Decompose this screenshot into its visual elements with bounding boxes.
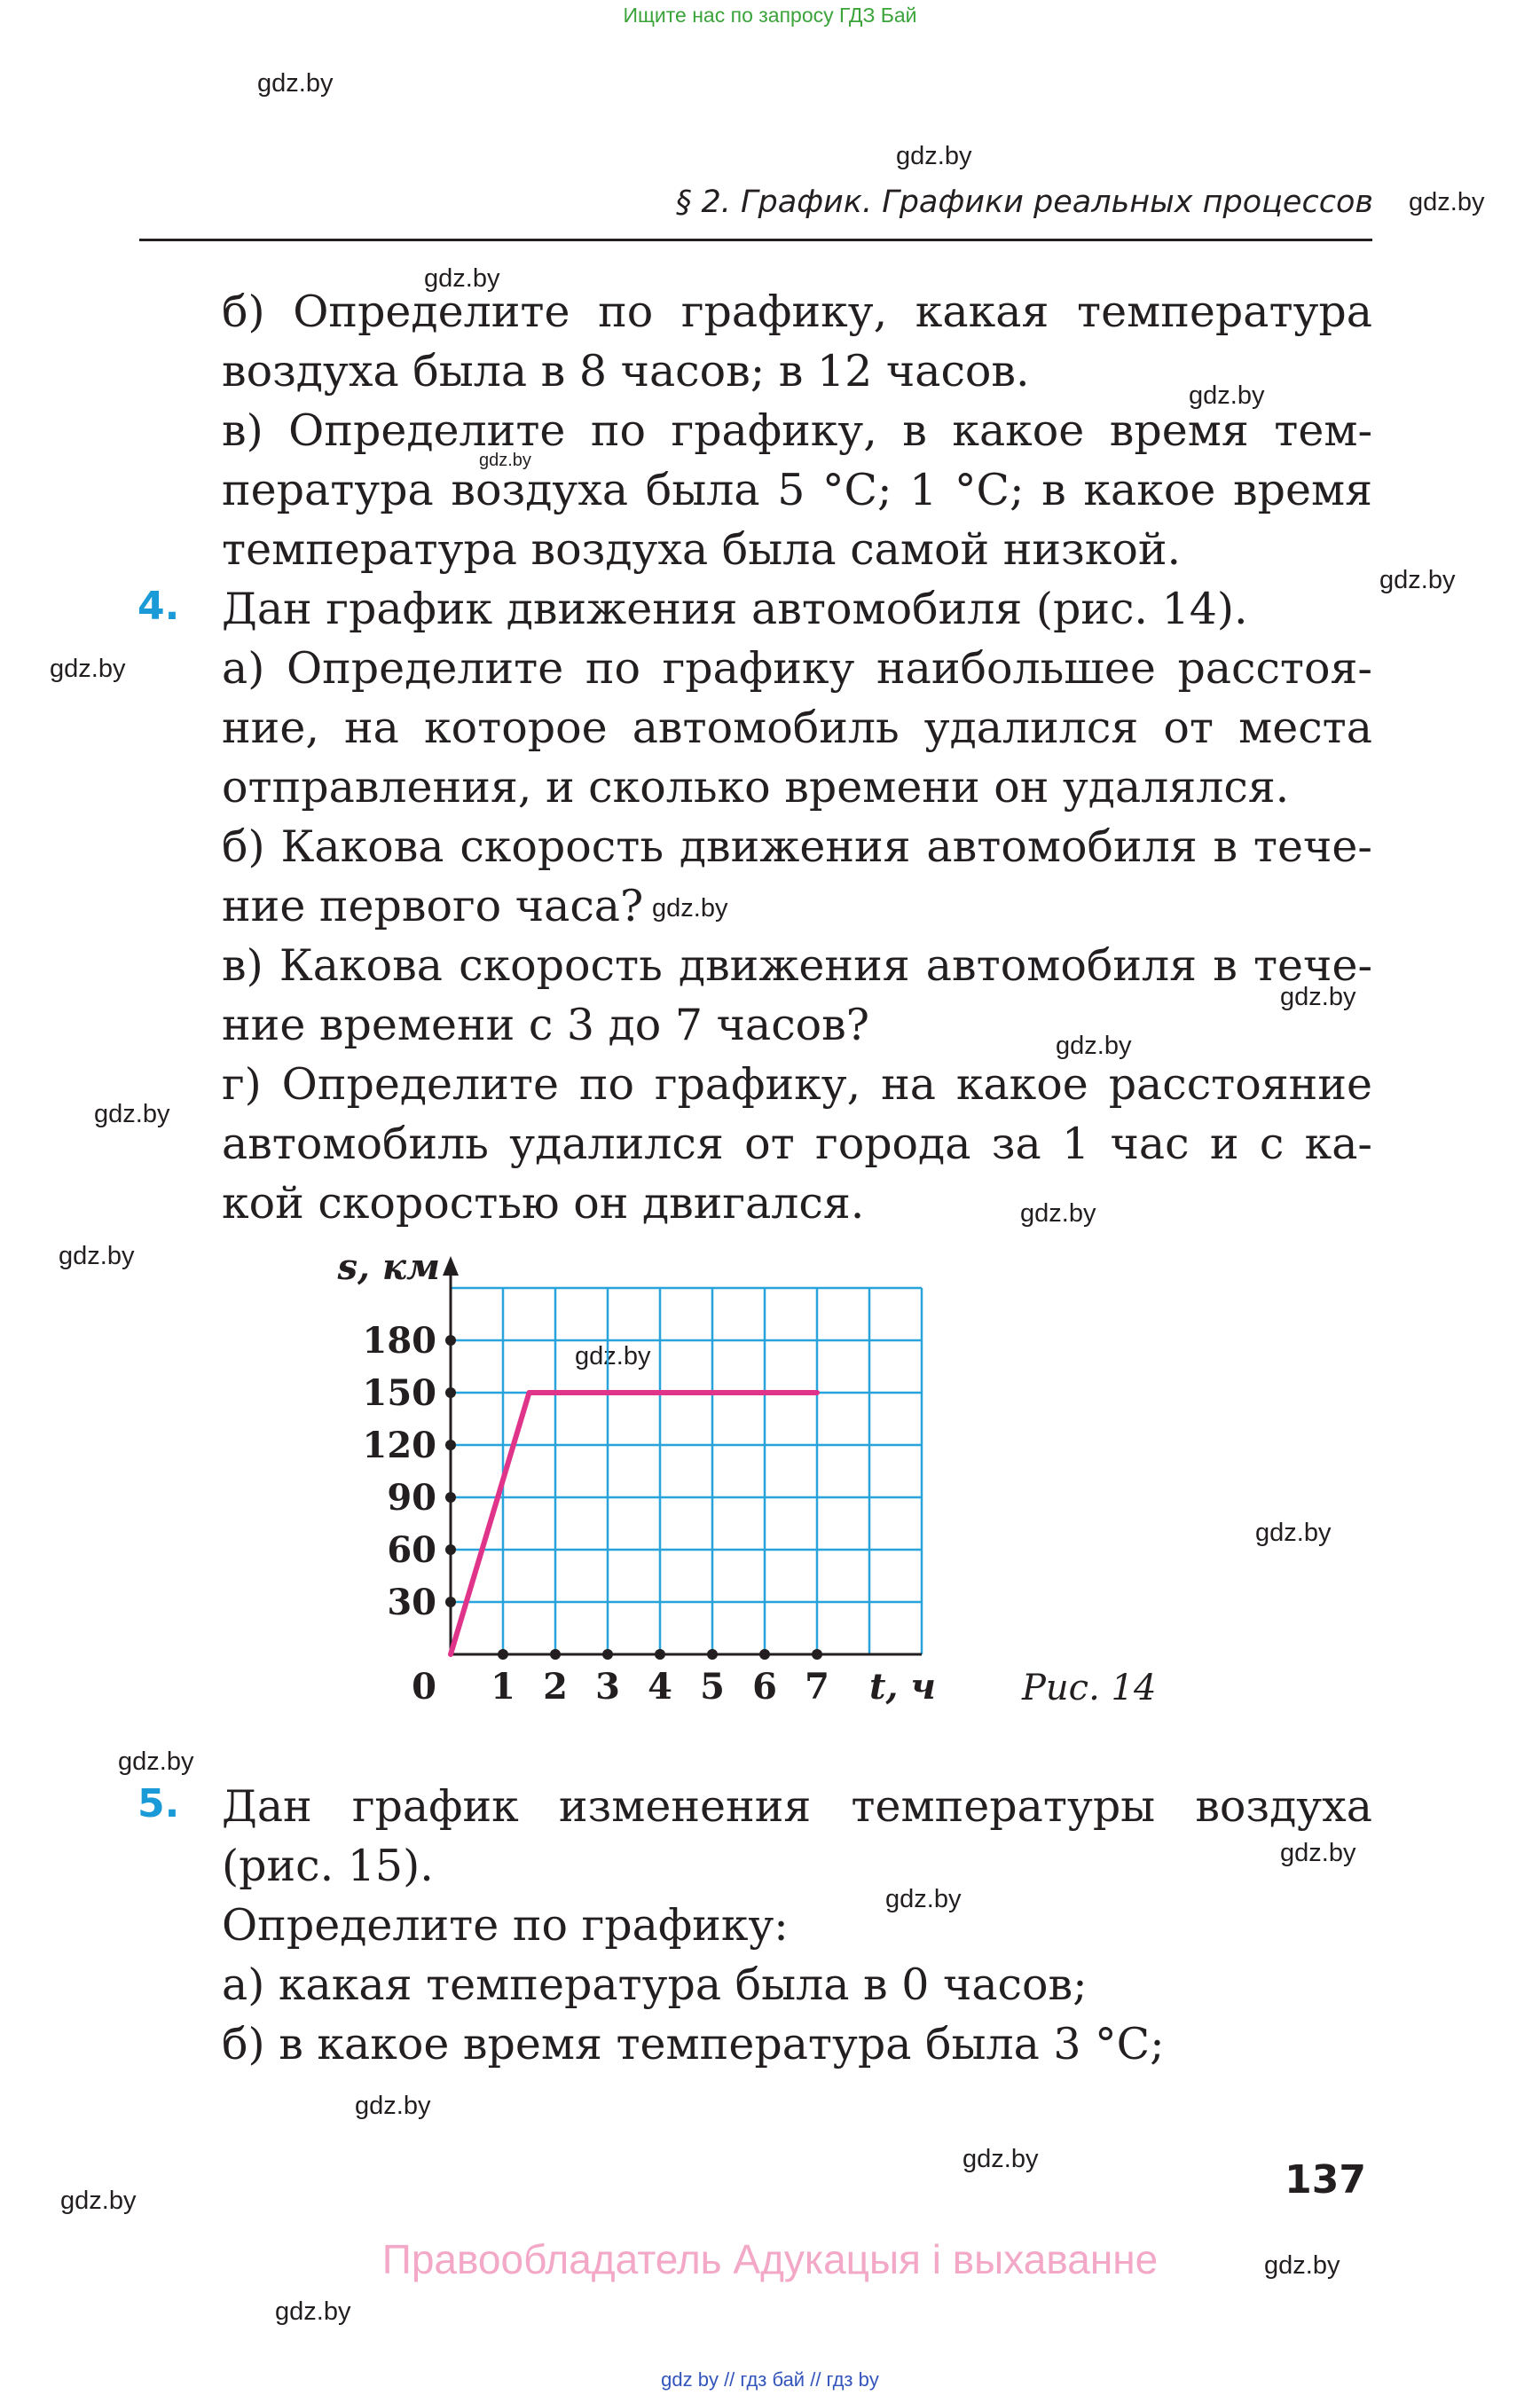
text-line: а) какая температура была в 0 часов; bbox=[222, 1959, 1088, 2010]
x-tick-label: 3 bbox=[595, 1666, 620, 1708]
x-tick-dot bbox=[550, 1649, 561, 1660]
text-line: в) Какова скорость движения автомобиля в тече- bbox=[222, 940, 1372, 991]
watermark: gdz.by bbox=[257, 69, 334, 98]
y-tick-dot bbox=[445, 1440, 456, 1450]
text-line: ние времени с 3 до 7 часов? bbox=[222, 1000, 870, 1050]
text-line: Дан график изменения температуры воздуха bbox=[222, 1781, 1372, 1832]
x-tick-label: 1 bbox=[491, 1666, 515, 1708]
watermark: gdz.by bbox=[1280, 1839, 1356, 1867]
x-tick-label: 2 bbox=[543, 1666, 568, 1708]
text-line: а) Определите по графику наибольшее расстоя- bbox=[222, 643, 1372, 694]
top-banner[interactable]: Ищите нас по запросу ГДЗ Бай bbox=[623, 4, 917, 27]
y-axis-label: s, км bbox=[337, 1246, 440, 1288]
data-point bbox=[815, 1391, 819, 1394]
y-tick-label: 90 bbox=[387, 1477, 436, 1519]
chart-svg bbox=[328, 1246, 949, 1730]
watermark: gdz.by bbox=[355, 2092, 431, 2120]
data-point bbox=[528, 1391, 531, 1394]
text-line: в) Определите по графику, в какое время тем- bbox=[222, 405, 1372, 456]
watermark: gdz.by bbox=[479, 451, 531, 470]
y-tick-dot bbox=[445, 1335, 456, 1346]
y-tick-label: 60 bbox=[387, 1529, 436, 1571]
text-line: б) в какое время температура была 3 °С; bbox=[222, 2019, 1165, 2069]
x-tick-label: 7 bbox=[805, 1666, 829, 1708]
watermark: gdz.by bbox=[885, 1885, 962, 1913]
text-line: автомобиль удалился от города за 1 час и с ка- bbox=[222, 1119, 1372, 1169]
x-tick-label: 6 bbox=[752, 1666, 777, 1708]
watermark: gdz.by bbox=[1255, 1519, 1332, 1547]
x-tick-label: 5 bbox=[700, 1666, 725, 1708]
page-number: 137 bbox=[1285, 2157, 1366, 2203]
watermark: gdz.by bbox=[118, 1747, 194, 1776]
text-line: г) Определите по графику, на какое расстояние bbox=[222, 1059, 1372, 1110]
header-rule bbox=[139, 239, 1372, 241]
y-tick-label: 120 bbox=[362, 1425, 436, 1466]
watermark: gdz.by bbox=[59, 1242, 135, 1270]
text-line: пература воздуха была 5 °С; 1 °С; в какое время bbox=[222, 465, 1372, 515]
y-tick-label: 180 bbox=[362, 1320, 436, 1362]
watermark: gdz.by bbox=[652, 894, 728, 923]
section-header: § 2. График. Графики реальных процессов bbox=[675, 185, 1373, 220]
watermark: gdz.by bbox=[1189, 381, 1265, 410]
copyright-owner: Правообладатель Адукацыя і выхаванне bbox=[381, 2236, 1159, 2282]
watermark: gdz.by bbox=[1280, 983, 1356, 1011]
text-line: отправления, и сколько времени он удалялся. bbox=[222, 762, 1290, 813]
x-tick-label: 4 bbox=[648, 1666, 672, 1708]
y-tick-label: 30 bbox=[387, 1582, 436, 1623]
text-line: б) Определите по графику, какая температура bbox=[222, 287, 1372, 337]
text-line: ние первого часа? bbox=[222, 881, 644, 931]
watermark: gdz.by bbox=[575, 1342, 651, 1370]
watermark: gdz.by bbox=[424, 264, 500, 293]
watermark: gdz.by bbox=[896, 142, 972, 170]
text-line: кой скоростью он двигался. bbox=[222, 1178, 865, 1229]
y-axis-arrow bbox=[443, 1256, 459, 1276]
watermark: gdz.by bbox=[1264, 2251, 1340, 2280]
distance-time-chart bbox=[328, 1246, 949, 1730]
y-tick-dot bbox=[445, 1597, 456, 1607]
watermark: gdz.by bbox=[50, 655, 126, 683]
x-axis-label: t, ч bbox=[869, 1666, 936, 1708]
watermark: gdz.by bbox=[1020, 1199, 1096, 1228]
watermark: gdz.by bbox=[94, 1100, 170, 1128]
y-tick-label: 150 bbox=[362, 1372, 436, 1414]
text-line: температура воздуха была самой низкой. bbox=[222, 524, 1182, 575]
task-number-4: 4. bbox=[138, 584, 180, 629]
watermark: gdz.by bbox=[1409, 188, 1485, 216]
text-line: б) Какова скорость движения автомобиля в тече- bbox=[222, 821, 1372, 872]
bottom-links[interactable]: gdz by // гдз бай // гдз by bbox=[661, 2368, 879, 2391]
text-line: Определите по графику: bbox=[222, 1900, 789, 1951]
watermark: gdz.by bbox=[1056, 1032, 1132, 1060]
text-line: Дан график движения автомобиля (рис. 14). bbox=[222, 584, 1248, 634]
watermark: gdz.by bbox=[1379, 566, 1456, 594]
watermark: gdz.by bbox=[275, 2297, 351, 2326]
data-point bbox=[449, 1653, 452, 1656]
y-tick-dot bbox=[445, 1492, 456, 1503]
series-line bbox=[451, 1393, 817, 1654]
text-line: воздуха была в 8 часов; в 12 часов. bbox=[222, 346, 1030, 397]
x-tick-dot bbox=[655, 1649, 665, 1660]
text-line: ние, на которое автомобиль удалился от места bbox=[222, 703, 1372, 753]
watermark: gdz.by bbox=[60, 2187, 137, 2215]
x-tick-dot bbox=[759, 1649, 770, 1660]
y-tick-dot bbox=[445, 1387, 456, 1398]
text-line: (рис. 15). bbox=[222, 1841, 434, 1891]
x-tick-dot bbox=[498, 1649, 508, 1660]
y-tick-dot bbox=[445, 1544, 456, 1555]
watermark: gdz.by bbox=[962, 2145, 1039, 2173]
x-tick-dot bbox=[812, 1649, 822, 1660]
origin-label: 0 bbox=[412, 1666, 436, 1708]
figure-caption: Рис. 14 bbox=[1022, 1668, 1157, 1708]
x-tick-dot bbox=[602, 1649, 613, 1660]
x-tick-dot bbox=[707, 1649, 718, 1660]
task-number-5: 5. bbox=[138, 1781, 180, 1826]
